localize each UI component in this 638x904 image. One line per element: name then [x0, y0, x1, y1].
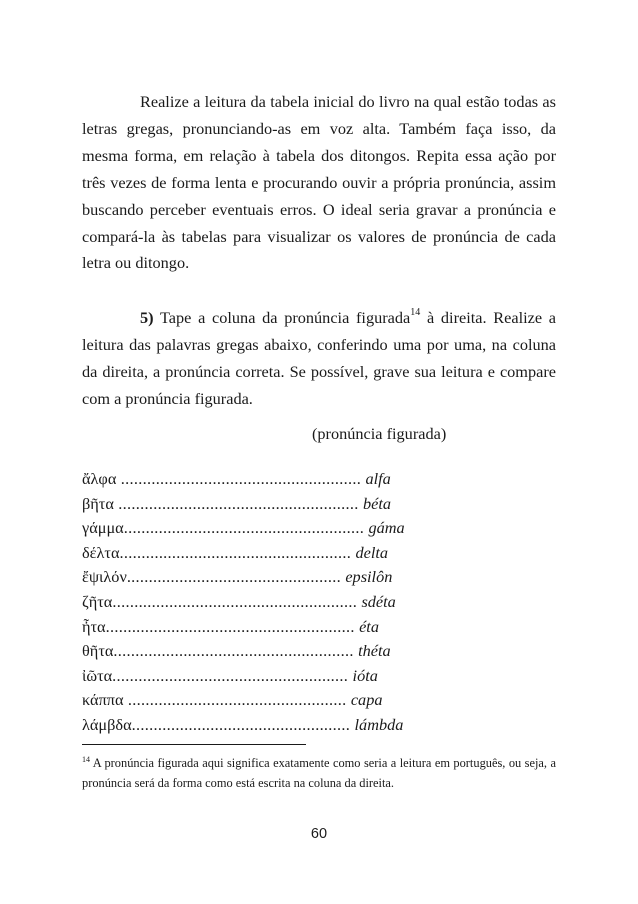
- figured-pronunciation: epsilôn: [345, 567, 393, 587]
- word-row: [82, 688, 562, 713]
- greek-word: δέλτα: [82, 542, 120, 562]
- word-row: [82, 541, 562, 566]
- leader-dots: .................................................: [126, 567, 346, 587]
- exercise-text-after: à direita. Realize a leitura das palavras gregas abaixo, conferindo uma por uma, na coluna da direita, a pronúncia correta. Se possível, grave sua leitura e compare com a pronúncia figurada.: [82, 308, 557, 408]
- page-number: 60: [310, 826, 328, 842]
- exercise-number: 5): [140, 308, 154, 327]
- figured-pronunciation: alfa: [365, 469, 391, 488]
- leader-dots: .........................................................: [105, 616, 360, 636]
- leader-dots: .......................................................: [113, 493, 363, 513]
- leader-dots: .....................................................: [119, 542, 356, 562]
- word-row: [82, 467, 562, 492]
- word-row: [82, 639, 562, 664]
- pronunciation-column-header: (pronúncia figurada): [312, 424, 447, 443]
- paragraph-reading-instructions: [82, 89, 556, 277]
- greek-word: ἰῶτα: [82, 665, 113, 685]
- exercise-paragraph: [82, 305, 556, 413]
- greek-word: λάμβδα: [82, 714, 132, 734]
- leader-dots: .......................................................: [113, 641, 359, 661]
- greek-word: ἄλφα: [82, 469, 117, 488]
- greek-word: γάμμα: [82, 518, 124, 538]
- greek-word: βῆτα: [82, 493, 114, 513]
- footnote: [82, 754, 556, 793]
- greek-word: ἦτα: [82, 616, 106, 636]
- leader-dots: ......................................................: [112, 665, 353, 685]
- greek-word-list: [82, 467, 562, 738]
- greek-word: ἔψιλόν: [82, 567, 127, 587]
- figured-pronunciation: sdéta: [361, 591, 396, 611]
- figured-pronunciation: delta: [355, 542, 389, 562]
- footnote-divider: [82, 744, 306, 745]
- greek-word: κάππα: [82, 690, 124, 710]
- leader-dots: ..................................................: [131, 714, 355, 734]
- leader-dots: ..................................................: [123, 690, 351, 710]
- leader-dots: .......................................................: [123, 518, 369, 538]
- figured-pronunciation: lámbda: [354, 714, 404, 734]
- greek-word: ζῆτα: [82, 591, 113, 611]
- footnote-number: 14: [82, 755, 90, 764]
- exercise-text-before: Tape a coluna da pronúncia figurada: [159, 308, 411, 327]
- figured-pronunciation: éta: [359, 616, 379, 636]
- figured-pronunciation: ióta: [352, 665, 378, 685]
- paragraph-exercise-5: [82, 305, 556, 413]
- greek-word: θῆτα: [82, 641, 114, 661]
- leader-dots: .......................................................: [116, 469, 366, 488]
- paragraph-text: Realize a leitura da tabela inicial do livro na qual estão todas as letras gregas, pronunciando-as em voz alta. Também faça isso, da mesma forma, em relação à tabela dos ditongos. Repita essa ação por três vezes de forma lenta e procurando ouvir a própria pronúncia, assim buscando perceber eventuais erros. O ideal seria gravar a pronúncia e compará-la às tabelas para visualizar os valores de pronúncia de cada letra ou ditongo.: [82, 92, 556, 273]
- figured-pronunciation: capa: [350, 690, 383, 710]
- footnote-reference: 14: [410, 307, 421, 318]
- figured-pronunciation: théta: [358, 641, 391, 661]
- word-row: [82, 615, 562, 640]
- word-row: [82, 713, 562, 738]
- word-row: [82, 492, 562, 517]
- word-row: [82, 516, 562, 541]
- word-row: [82, 565, 562, 590]
- leader-dots: ........................................................: [112, 591, 362, 611]
- word-row: [82, 664, 562, 689]
- figured-pronunciation: béta: [362, 493, 392, 513]
- word-row: [82, 590, 562, 615]
- figured-pronunciation: gáma: [368, 518, 405, 538]
- footnote-text: A pronúncia figurada aqui significa exatamente como seria a leitura em português, ou seja, a pronúncia será da forma como está escrita na coluna da direita.: [82, 756, 556, 790]
